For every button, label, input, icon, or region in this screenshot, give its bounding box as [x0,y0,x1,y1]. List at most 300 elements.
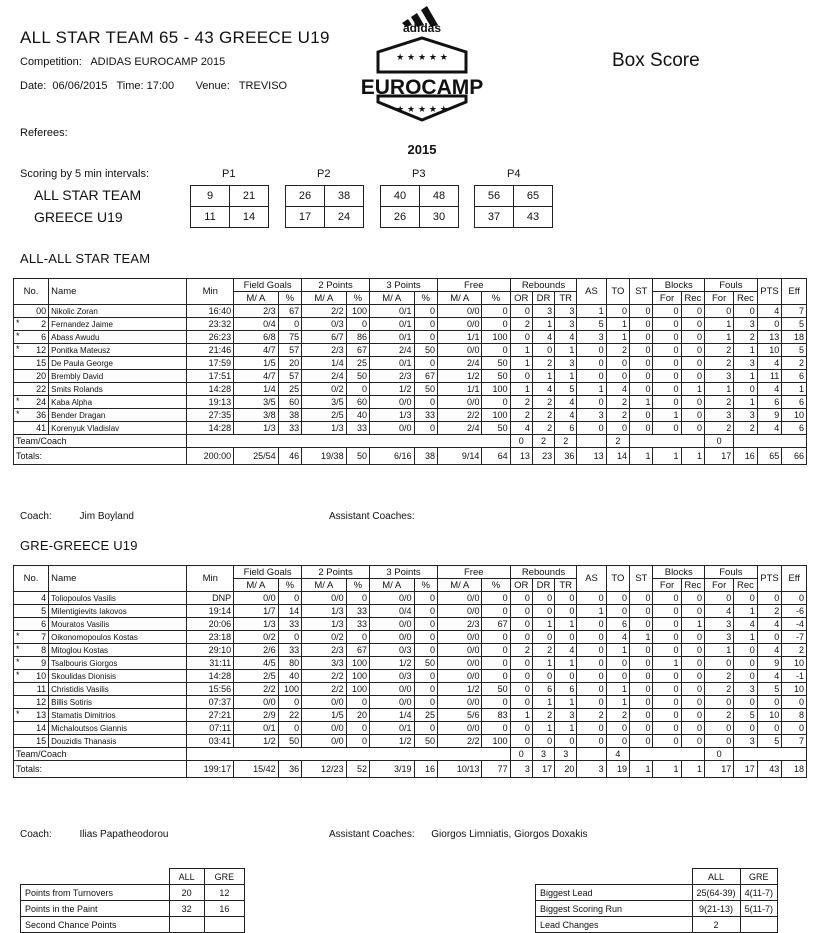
stat-cell: 0 [681,605,704,618]
stat-cell: 19:13 [187,396,234,409]
stat-cell: 0 [606,305,629,318]
stat-cell: 2 [705,357,734,370]
starter-mark: * [16,670,20,680]
stat-cell: 1/3 [302,422,347,435]
column-header: No. [14,566,49,592]
stat-cell: 0/0 [437,605,482,618]
stat-cell: 1 [510,344,532,357]
stat-cell: 0 [510,370,532,383]
stat-cell: 0 [681,683,704,696]
stat-cell: 1 [630,396,653,409]
column-header: Eff [782,566,807,592]
stat-cell: 40 [278,670,301,683]
stat-cell: 0 [734,305,757,318]
stat-cell: 0 [577,670,606,683]
stat-cell: 0 [510,722,532,735]
player-name: Smits Rolands [49,383,187,396]
stat-cell: 6 [555,422,577,435]
stat-cell: 17:51 [187,370,234,383]
column-subheader: Rec [734,292,757,305]
total-cell: 1 [630,761,653,778]
stat-cell: 0 [705,592,734,605]
column-header: Fouls [705,279,758,292]
stat-cell: 0 [414,683,437,696]
total-cell: 13 [510,448,532,465]
player-name: Milentigievits Iakovos [49,605,187,618]
stat-cell: 5 [782,344,807,357]
stat-cell: 0 [278,722,301,735]
stat-cell: 3/5 [234,396,279,409]
coach-line: Coach: Ilias Papatheodorou [20,829,169,840]
player-number [14,592,49,605]
stats-label: Biggest Scoring Run [536,901,693,917]
stat-cell: 0/0 [234,592,279,605]
stat-cell: 33 [278,618,301,631]
player-name: Kaba Alpha [49,396,187,409]
stat-cell: 2/3 [234,305,279,318]
stats-row [21,917,245,933]
stat-cell: 0 [482,722,510,735]
stat-cell: 0 [681,644,704,657]
stat-cell: 1 [705,331,734,344]
stat-cell: 0 [757,318,782,331]
stat-cell: 1 [630,631,653,644]
stat-cell: 3/8 [234,409,279,422]
stat-cell: 1 [577,605,606,618]
stat-cell: 1 [734,605,757,618]
stat-cell: 0 [734,657,757,670]
svg-text:★ ★ ★ ★ ★: ★ ★ ★ ★ ★ [396,53,448,63]
stat-cell: 2/3 [437,618,482,631]
stat-cell: 2/4 [370,344,415,357]
player-name: Billis Sotiris [49,696,187,709]
stat-cell: 3 [577,331,606,344]
stat-cell: 3 [555,748,577,761]
period-label: P2 [317,168,331,180]
stat-cell: 0 [510,592,532,605]
stat-cell: 1 [532,318,554,331]
column-subheader: % [414,579,437,592]
column-header: Fouls [705,566,758,579]
jersey-number: 5 [41,605,47,616]
stat-cell: 5 [782,318,807,331]
total-cell: 65 [757,448,782,465]
stat-cell: 0/4 [234,318,279,331]
interval-score-box [474,185,553,207]
stat-cell: 0/0 [370,618,415,631]
player-number [14,409,49,422]
stat-cell: 9 [757,409,782,422]
stat-cell: 0 [414,644,437,657]
stat-cell: 5/6 [437,709,482,722]
stat-cell: 0 [734,722,757,735]
stat-cell: 0 [681,357,704,370]
stat-cell: 0 [278,592,301,605]
jersey-number: 13 [36,709,47,720]
column-header: Rebounds [510,566,577,579]
intervals-label: Scoring by 5 min intervals: [20,168,149,180]
column-subheader: M/ A [234,579,279,592]
stat-cell: 4 [555,396,577,409]
stat-cell: 57 [278,344,301,357]
header-row [14,279,807,292]
stat-cell: 4 [555,331,577,344]
stat-cell: 25 [414,709,437,722]
stat-cell: 2 [606,435,629,448]
stat-cell: 1/1 [437,331,482,344]
stat-cell: 6 [606,618,629,631]
stat-cell: 1/4 [302,357,347,370]
column-header: PTS [757,566,782,592]
stat-cell: 0 [346,383,369,396]
stat-cell: 9 [757,657,782,670]
stat-cell: 0 [782,722,807,735]
jersey-number: 7 [41,631,47,642]
stat-cell: 3 [555,357,577,370]
stat-cell: 0 [757,722,782,735]
stat-cell: 0 [482,631,510,644]
stat-cell: 0 [681,696,704,709]
stat-cell: 2 [705,670,734,683]
stat-cell: 40 [346,409,369,422]
stat-cell: 0 [653,370,681,383]
stat-cell: 14 [278,605,301,618]
stat-cell: 67 [414,370,437,383]
starter-mark: * [16,657,20,667]
stat-cell: 0 [414,357,437,370]
player-number [14,331,49,344]
stat-cell: 0 [630,318,653,331]
stat-cell: 2 [606,409,629,422]
interval-score-box [380,185,459,207]
stats-value: 32 [169,901,204,917]
stat-cell: 0 [482,696,510,709]
stat-cell: 0/0 [370,422,415,435]
stats-value [169,917,204,933]
column-subheader: M/ A [437,579,482,592]
interval-score-box [474,207,553,228]
stat-cell: 0 [555,735,577,748]
stat-cell: 0 [653,644,681,657]
logo-year: 2015 [407,142,437,157]
stat-cell: 3 [532,305,554,318]
stat-cell: 4 [757,383,782,396]
stat-cell: 2/2 [234,683,279,696]
stat-cell: 2 [577,709,606,722]
totals-row [14,448,807,465]
assistant-coaches-line: Assistant Coaches: Giorgos Limniatis, Giorgos Doxakis [329,829,588,840]
stat-cell: 2 [532,422,554,435]
stat-cell: 3 [734,357,757,370]
stat-cell: 2 [532,396,554,409]
total-cell: 10/13 [437,761,482,778]
stat-cell: 50 [482,357,510,370]
stat-cell: 0 [414,631,437,644]
stat-cell: 0 [606,592,629,605]
interval-score: 26 [298,190,312,202]
venue-value: TREVISO [238,80,288,92]
total-cell: 16 [734,448,757,465]
stat-cell: 0 [681,735,704,748]
column-header: Min [187,279,234,305]
stat-cell: 1 [606,331,629,344]
stat-cell: 3 [705,618,734,631]
stat-cell: 2 [532,709,554,722]
stat-cell: 2/3 [302,344,347,357]
stat-cell: 0 [653,357,681,370]
stat-cell: 2/2 [302,683,347,696]
stat-cell: 29:10 [187,644,234,657]
column-subheader: M/ A [370,292,415,305]
empty-cell [187,748,510,761]
competition-value: ADIDAS EUROCAMP 2015 [90,56,226,68]
stats-value: 4(11-7) [740,885,777,901]
stats-column-header: GRE [740,869,777,885]
stat-cell: 33 [346,605,369,618]
stat-cell: -6 [782,605,807,618]
column-header: Field Goals [234,279,302,292]
stat-cell: 10 [782,657,807,670]
player-row [14,370,807,383]
stat-cell: 4 [606,631,629,644]
total-cell: 36 [278,761,301,778]
stat-cell: 0 [555,605,577,618]
stat-cell: 1 [532,722,554,735]
stat-cell: 5 [734,709,757,722]
stat-cell: 6 [532,683,554,696]
stat-cell: -4 [782,618,807,631]
jersey-number: 4 [41,592,47,603]
stat-cell: 33 [278,422,301,435]
stat-cell: 0 [278,631,301,644]
stat-cell: 2 [606,709,629,722]
stat-cell: 4 [734,618,757,631]
column-subheader: % [482,292,510,305]
player-name: Skoulidas Dionisis [49,670,187,683]
jersey-number: 24 [36,396,47,407]
total-cell: 66 [782,448,807,465]
player-name: Douzidis Thanasis [49,735,187,748]
interval-score-box [190,207,269,228]
stat-cell: 0 [653,592,681,605]
stat-cell: 0 [577,592,606,605]
player-name: Mitoglou Kostas [49,644,187,657]
interval-score: 30 [419,207,458,227]
stat-cell: 0 [606,657,629,670]
stat-cell: 4 [606,748,629,761]
stat-cell: 0 [482,592,510,605]
player-row [14,722,807,735]
column-header: TO [606,566,629,592]
column-header: No. [14,279,49,305]
stat-cell: 17:59 [187,357,234,370]
player-row [14,618,807,631]
empty-cell [21,869,170,885]
stat-cell: 0 [630,722,653,735]
stat-cell: 100 [346,683,369,696]
stat-cell: 2 [532,409,554,422]
starter-mark: * [16,318,20,328]
stat-cell: 3 [532,748,554,761]
stat-cell: 1 [606,683,629,696]
column-header: ST [630,566,653,592]
stat-cell: 0 [757,696,782,709]
column-header: 2 Points [302,279,370,292]
stat-cell: 6 [782,422,807,435]
stat-cell: 1/2 [370,383,415,396]
column-subheader: M/ A [437,292,482,305]
stat-cell: 2 [510,318,532,331]
stat-cell: 0 [510,331,532,344]
stat-cell: 20:06 [187,618,234,631]
stat-cell: 1/3 [234,422,279,435]
stat-cell: 0/0 [437,631,482,644]
stat-cell: 100 [346,670,369,683]
stat-cell: 0/0 [437,592,482,605]
stat-cell: 1 [555,657,577,670]
stat-cell: 0 [606,722,629,735]
empty-cell [187,435,510,448]
stat-cell: 0/2 [234,631,279,644]
stat-cell: 1 [532,696,554,709]
stats-value: 12 [204,885,244,901]
interval-score: 14 [229,207,268,227]
player-name: Brembly David [49,370,187,383]
stat-cell: 0 [577,422,606,435]
stat-cell: 0/0 [370,396,415,409]
column-subheader: % [482,579,510,592]
total-cell: 199:17 [187,761,234,778]
interval-score: 56 [487,190,501,202]
totals-label: Totals: [14,448,187,465]
stat-cell: 3 [555,709,577,722]
stat-cell: 21:46 [187,344,234,357]
stat-cell: 1 [510,383,532,396]
stat-cell: 0 [630,618,653,631]
stats-value: 16 [204,901,244,917]
stat-cell: 0 [681,670,704,683]
stat-cell: 100 [278,683,301,696]
stat-cell: 67 [482,618,510,631]
stat-cell: 2 [606,344,629,357]
jersey-number: 11 [36,683,47,694]
team-coach-label: Team/Coach [14,748,187,761]
jersey-number: 15 [36,735,47,746]
stat-cell: 1 [782,383,807,396]
stat-cell: 2 [510,396,532,409]
stat-cell: 07:11 [187,722,234,735]
stat-cell: 0 [577,683,606,696]
stat-cell: 0 [510,435,532,448]
stat-cell: 18 [782,331,807,344]
column-header: 2 Points [302,566,370,579]
stat-cell: 0 [414,618,437,631]
coach-line: Coach: Jim Boyland [20,511,134,522]
stat-cell: 0/0 [437,670,482,683]
stat-cell: 3 [577,409,606,422]
stat-cell: 0 [734,592,757,605]
interval-score-box [190,185,269,207]
stat-cell: 2 [532,357,554,370]
stat-cell: 03:41 [187,735,234,748]
stat-cell: 0 [705,748,734,761]
stat-cell: 0 [630,383,653,396]
stat-cell: 4/7 [234,370,279,383]
stat-cell: 1/3 [302,605,347,618]
stats-column-header: ALL [169,869,204,885]
stat-cell: 0 [510,618,532,631]
stat-cell: 2 [555,435,577,448]
stat-cell: 1/1 [437,383,482,396]
stat-cell: 2 [510,644,532,657]
stat-cell: 0 [532,344,554,357]
stats-value [740,917,777,933]
stat-cell: 0 [734,696,757,709]
stat-cell: 0/2 [302,383,347,396]
stat-cell: 0 [630,370,653,383]
total-cell: 17 [705,448,734,465]
column-subheader: OR [510,579,532,592]
stat-cell: 33 [346,422,369,435]
stat-cell: 0/1 [370,331,415,344]
stat-cell: 0 [630,592,653,605]
total-cell: 12/23 [302,761,347,778]
stat-cell: 0 [510,748,532,761]
player-row [14,709,807,722]
stat-cell: 0 [705,722,734,735]
stats-row [21,885,245,901]
stats-value: 9(21-13) [692,901,740,917]
column-subheader: M/ A [370,579,415,592]
stat-cell: 1/4 [234,383,279,396]
player-name: Stamatis Dimitrios [49,709,187,722]
stat-cell: 0/3 [302,318,347,331]
stat-cell: 1 [510,357,532,370]
player-row [14,305,807,318]
stat-cell: 1/2 [234,735,279,748]
stat-cell: 16:40 [187,305,234,318]
jersey-number: 8 [41,644,47,655]
stat-cell: 0 [577,722,606,735]
stat-cell: 0 [653,605,681,618]
stat-cell: 1 [705,644,734,657]
column-header: Field Goals [234,566,302,579]
stat-cell: 1/5 [234,357,279,370]
jersey-number: 2 [41,318,47,329]
stat-cell: 10 [757,709,782,722]
game-title: ALL STAR TEAM 65 - 43 GREECE U19 [20,28,330,47]
stat-cell: 0 [482,305,510,318]
stat-cell: 2/4 [437,422,482,435]
starter-mark: * [16,396,20,406]
stat-cell: 4 [757,644,782,657]
stat-cell: 0 [414,422,437,435]
column-subheader: For [705,579,734,592]
column-subheader: % [278,292,301,305]
stat-cell: 0 [555,670,577,683]
column-subheader: % [278,579,301,592]
stat-cell: 0 [346,592,369,605]
interval-score: 11 [204,211,216,223]
stat-cell: 0/3 [370,644,415,657]
stat-cell: 1 [555,722,577,735]
stat-cell: 4 [510,422,532,435]
player-number [14,370,49,383]
starter-mark: * [16,344,20,354]
stat-cell: 2 [705,709,734,722]
stat-cell: 0/0 [302,592,347,605]
stat-cell: 0/0 [437,657,482,670]
